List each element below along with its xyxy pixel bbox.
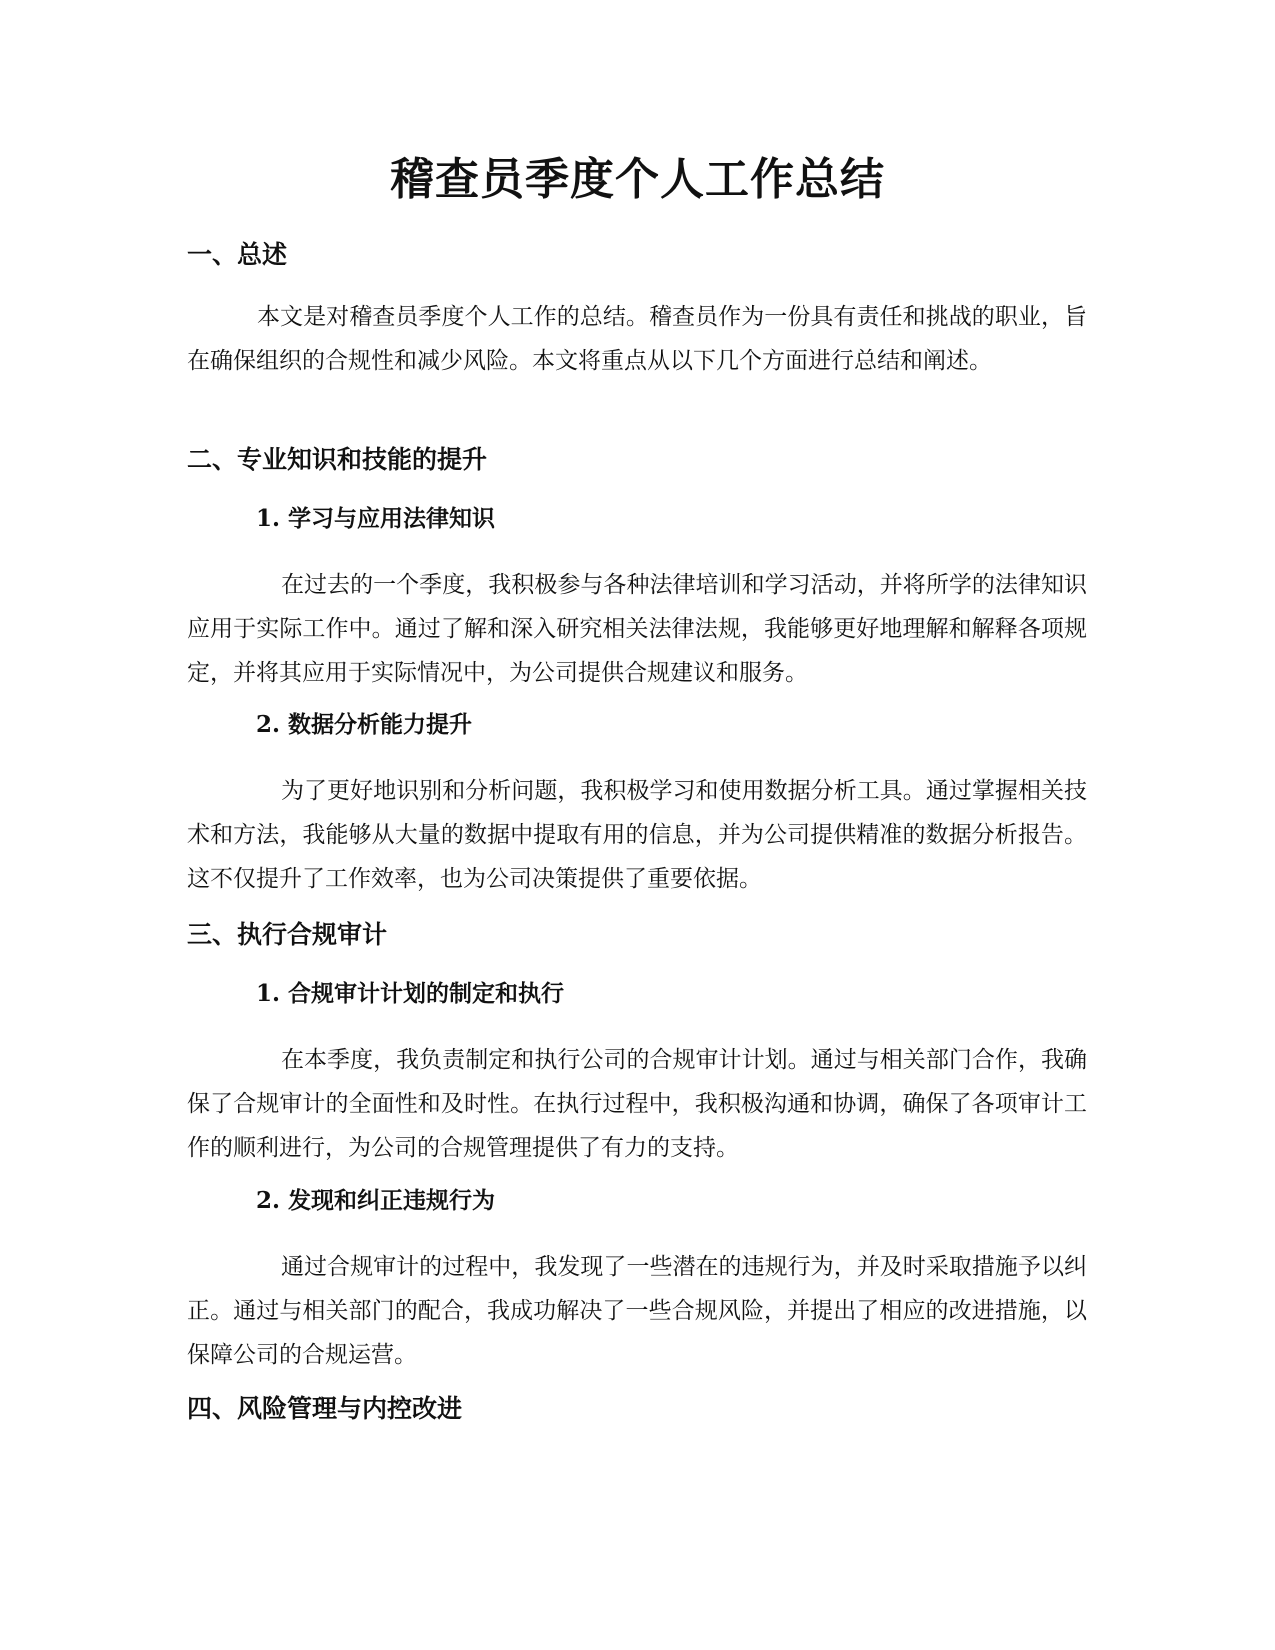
subheading-audit-plan: 1. 合规审计计划的制定和执行 bbox=[256, 980, 565, 1007]
audit-plan-paragraph: 在本季度，我负责制定和执行公司的合规审计计划。通过与相关部门合作，我确保了合规审计的全面性和及时性。在执行过程中，我积极沟通和协调，确保了各项审计工作的顺利进行，为公司的合规管理提供了有力的支持。 bbox=[187, 1047, 1087, 1161]
subheading-violations: 2. 发现和纠正违规行为 bbox=[256, 1187, 496, 1214]
section-heading-skills: 二、专业知识和技能的提升 bbox=[187, 445, 488, 474]
section-heading-compliance-audit: 三、执行合规审计 bbox=[187, 920, 388, 949]
violations-paragraph: 通过合规审计的过程中，我发现了一些潜在的违规行为，并及时采取措施予以纠正。通过与相关部门的配合，我成功解决了一些合规风险，并提出了相应的改进措施，以保障公司的合规运营。 bbox=[187, 1254, 1087, 1368]
subheading-data-analysis: 2. 数据分析能力提升 bbox=[256, 711, 473, 738]
section-heading-risk-management: 四、风险管理与内控改进 bbox=[187, 1394, 463, 1423]
data-analysis-paragraph: 为了更好地识别和分析问题，我积极学习和使用数据分析工具。通过掌握相关技术和方法，我能够从大量的数据中提取有用的信息，并为公司提供精准的数据分析报告。这不仅提升了工作效率，也为公司决策提供了重要依据。 bbox=[187, 778, 1087, 892]
legal-knowledge-paragraph: 在过去的一个季度，我积极参与各种法律培训和学习活动，并将所学的法律知识应用于实际工作中。通过了解和深入研究相关法律法规，我能够更好地理解和解释各项规定，并将其应用于实际情况中，为公司提供合规建议和服务。 bbox=[187, 572, 1087, 686]
section-heading-overview: 一、总述 bbox=[187, 240, 288, 269]
subheading-legal-knowledge: 1. 学习与应用法律知识 bbox=[256, 505, 496, 532]
overview-paragraph: 本文是对稽查员季度个人工作的总结。稽查员作为一份具有责任和挑战的职业，旨在确保组织的合规性和减少风险。本文将重点从以下几个方面进行总结和阐述。 bbox=[187, 304, 1087, 374]
document-title: 稽查员季度个人工作总结 bbox=[390, 154, 885, 205]
